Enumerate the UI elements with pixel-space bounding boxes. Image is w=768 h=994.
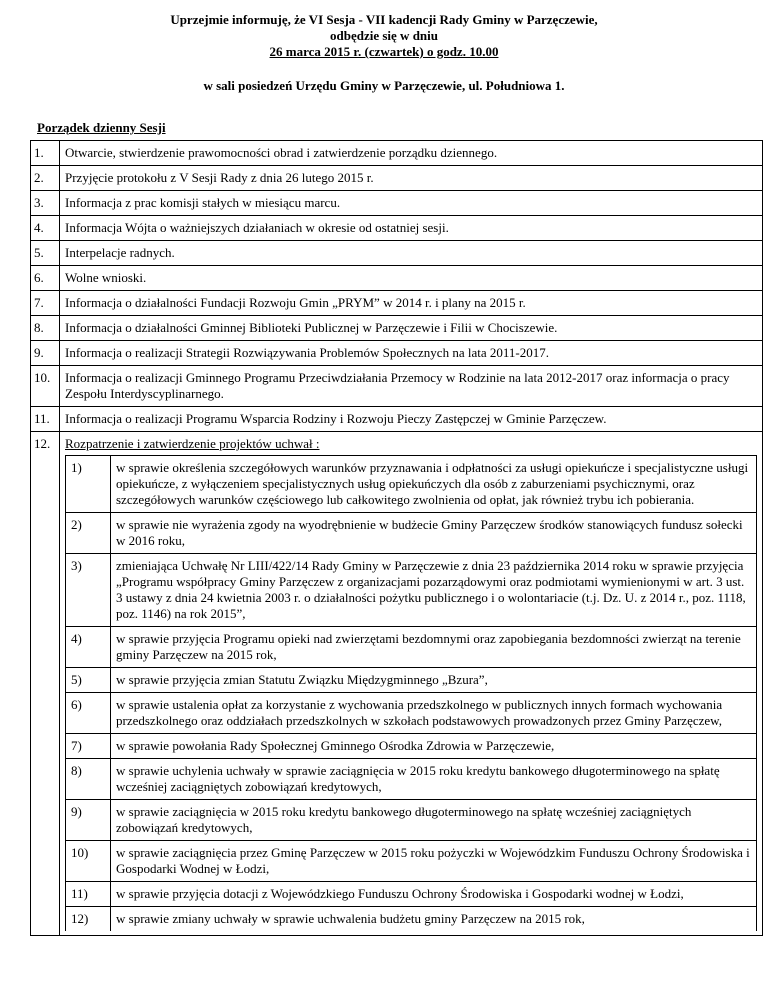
header-line-2: odbędzie się w dniu: [330, 28, 438, 43]
resolution-number: 10): [66, 841, 111, 882]
agenda-item-text: Informacja o realizacji Strategii Rozwiązywania Problemów Społecznych na lata 2011-2017.: [60, 341, 763, 366]
resolution-text: w sprawie ustalenia opłat za korzystanie z wychowania przedszkolnego w publicznych innych formach wychowania przedszkolnego oraz oddziałach przedszkolnych w szkołach podstawowych prowadzonych przez Gminy Parzęczew,: [111, 693, 757, 734]
resolution-row: [66, 800, 757, 841]
resolution-text: w sprawie zaciągnięcia w 2015 roku kredytu bankowego długoterminowego na spłatę wcześniej zaciągniętych zobowiązań kredytowych,: [111, 800, 757, 841]
resolution-row: [66, 668, 757, 693]
resolution-text: w sprawie nie wyrażenia zgody na wyodrębnienie w budżecie Gminy Parzęczew środków stanowiących fundusz sołecki w 2016 roku,: [111, 513, 757, 554]
header-line-1: Uprzejmie informuję, że VI Sesja - VII kadencji Rady Gminy w Parzęczewie,: [170, 12, 598, 27]
agenda-item-number: 6.: [31, 266, 60, 291]
resolution-row: [66, 513, 757, 554]
resolution-row: [66, 734, 757, 759]
agenda-item-number: 1.: [31, 141, 60, 166]
resolution-row: [66, 759, 757, 800]
agenda-item-number: 3.: [31, 191, 60, 216]
agenda-item-number: 12.: [31, 432, 60, 936]
resolution-number: 9): [66, 800, 111, 841]
resolution-number: 8): [66, 759, 111, 800]
agenda-item-number: 5.: [31, 241, 60, 266]
agenda-item-text: Informacja o działalności Fundacji Rozwoju Gmin „PRYM” w 2014 r. i plany na 2015 r.: [60, 291, 763, 316]
resolution-row: [66, 882, 757, 907]
agenda-row: [31, 191, 763, 216]
venue-line: w sali posiedzeń Urzędu Gminy w Parzęczewie, ul. Południowa 1.: [203, 78, 565, 93]
agenda-item-number: 4.: [31, 216, 60, 241]
resolution-text: w sprawie powołania Rady Społecznej Gminnego Ośrodka Zdrowia w Parzęczewie,: [111, 734, 757, 759]
agenda-item-text: Wolne wnioski.: [60, 266, 763, 291]
agenda-item-number: 7.: [31, 291, 60, 316]
resolution-text: w sprawie przyjęcia zmian Statutu Związku Międzygminnego „Bzura”,: [111, 668, 757, 693]
agenda-item-number: 2.: [31, 166, 60, 191]
resolution-number: 1): [66, 456, 111, 513]
resolutions-cell: [60, 432, 763, 936]
agenda-row: [31, 366, 763, 407]
agenda-item-text: Informacja o realizacji Gminnego Programu Przeciwdziałania Przemocy w Rodzinie na lata 2012-2017 oraz informacja o pracy Zespołu Interdyscyplinarnego.: [60, 366, 763, 407]
agenda-row: [31, 141, 763, 166]
resolution-row: [66, 907, 757, 932]
resolution-text: w sprawie przyjęcia dotacji z Wojewódzkiego Funduszu Ochrony Środowiska i Gospodarki wodnej w Łodzi,: [111, 882, 757, 907]
agenda-row: [31, 316, 763, 341]
agenda-row: [31, 266, 763, 291]
resolution-row: [66, 841, 757, 882]
announcement-header: [0, 0, 768, 60]
agenda-item-text: Otwarcie, stwierdzenie prawomocności obrad i zatwierdzenie porządku dziennego.: [60, 141, 763, 166]
resolution-number: 3): [66, 554, 111, 627]
resolution-number: 2): [66, 513, 111, 554]
agenda-item-text: Informacja o realizacji Programu Wsparcia Rodziny i Rozwoju Pieczy Zastępczej w Gminie Parzęczew.: [60, 407, 763, 432]
resolution-text: w sprawie zaciągnięcia przez Gminę Parzęczew w 2015 roku pożyczki w Wojewódzkim Funduszu Ochrony Środowiska i Gospodarki Wodnej w Łodzi,: [111, 841, 757, 882]
resolution-number: 6): [66, 693, 111, 734]
agenda-item-number: 8.: [31, 316, 60, 341]
resolution-row: [66, 554, 757, 627]
agenda-title: Porządek dzienny Sesji: [37, 120, 166, 135]
agenda-row: [31, 241, 763, 266]
agenda-item-number: 9.: [31, 341, 60, 366]
resolution-text: zmieniająca Uchwałę Nr LIII/422/14 Rady Gminy w Parzęczewie z dnia 23 października 2014 roku w sprawie przyjęcia „Programu współpracy Gminy Parzęczew z organizacjami pozarządowymi oraz podmiotami wymienionymi w art. 3 ust. 3 ustawy z dnia 24 kwietnia 2003 r. o działalności pożytku publicznego i o wolontariacie (t.j. Dz. U. z 2014 r., poz. 1118, poz. 1146) na rok 2015”,: [111, 554, 757, 627]
agenda-row-resolutions: [31, 432, 763, 936]
resolution-row: [66, 627, 757, 668]
agenda-item-text: Interpelacje radnych.: [60, 241, 763, 266]
resolutions-title: Rozpatrzenie i zatwierdzenie projektów uchwał :: [65, 436, 320, 451]
agenda-row: [31, 216, 763, 241]
agenda-row: [31, 166, 763, 191]
resolution-row: [66, 693, 757, 734]
agenda-item-text: Informacja Wójta o ważniejszych działaniach w okresie od ostatniej sesji.: [60, 216, 763, 241]
resolution-number: 11): [66, 882, 111, 907]
agenda-item-number: 11.: [31, 407, 60, 432]
resolution-row: [66, 456, 757, 513]
resolution-text: w sprawie zmiany uchwały w sprawie uchwalenia budżetu gminy Parzęczew na 2015 rok,: [111, 907, 757, 932]
agenda-row: [31, 341, 763, 366]
header-date: 26 marca 2015 r. (czwartek) o godz. 10.00: [269, 44, 499, 59]
resolution-text: w sprawie uchylenia uchwały w sprawie zaciągnięcia w 2015 roku kredytu bankowego długoterminowego na spłatę wcześniej zaciągniętych zobowiązań kredytowych,: [111, 759, 757, 800]
agenda-item-text: Przyjęcie protokołu z V Sesji Rady z dnia 26 lutego 2015 r.: [60, 166, 763, 191]
resolutions-table: [65, 455, 757, 931]
resolution-text: w sprawie określenia szczegółowych warunków przyznawania i odpłatności za usługi opiekuńcze i specjalistyczne usługi opiekuńcze, z wyłączeniem specjalistycznych usług opiekuńczych dla osób z zaburzeniami psychicznymi, oraz szczegółowych warunków częściowego lub całkowitego zwolnienia od opłat, jak również trybu ich pobierania.: [111, 456, 757, 513]
resolution-text: w sprawie przyjęcia Programu opieki nad zwierzętami bezdomnymi oraz zapobiegania bezdomności zwierząt na terenie gminy Parzęczew na 2015 rok,: [111, 627, 757, 668]
agenda-row: [31, 407, 763, 432]
resolution-number: 4): [66, 627, 111, 668]
resolution-number: 12): [66, 907, 111, 932]
agenda-item-text: Informacja z prac komisji stałych w miesiącu marcu.: [60, 191, 763, 216]
agenda-table: [30, 140, 763, 936]
agenda-row: [31, 291, 763, 316]
agenda-item-number: 10.: [31, 366, 60, 407]
resolution-number: 5): [66, 668, 111, 693]
resolution-number: 7): [66, 734, 111, 759]
agenda-item-text: Informacja o działalności Gminnej Biblioteki Publicznej w Parzęczewie i Filii w Chociszewie.: [60, 316, 763, 341]
